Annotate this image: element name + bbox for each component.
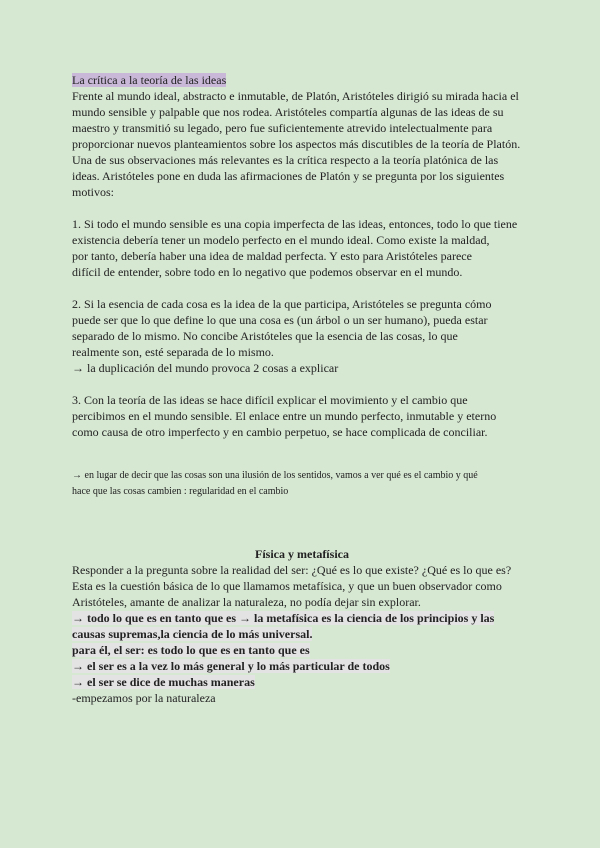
text-line: por tanto, debería haber una idea de maldad perfecta. Y esto para Aristóteles parece: [72, 249, 472, 263]
text-line: proporcionar nuevos planteamientos sobre los aspectos más discutibles de la teoría de Platón.: [72, 137, 521, 151]
key-point-line: → el ser se dice de muchas maneras: [72, 675, 255, 689]
last-line: -empezamos por la naturaleza: [72, 691, 216, 705]
heading: [72, 72, 532, 88]
text-line: Responder a la pregunta sobre la realidad del ser: ¿Qué es lo que existe? ¿Qué es lo que es?: [72, 563, 512, 577]
text-line: separado de lo mismo. No concibe Aristóteles que la esencia de las cosas, lo que: [72, 329, 458, 343]
section-title: Física y metafísica: [255, 547, 349, 561]
section-paragraph: [72, 562, 532, 610]
key-points: [72, 610, 532, 690]
text-line: → en lugar de decir que las cosas son una ilusión de los sentidos, vamos a ver qué es el cambio y qué: [72, 470, 478, 481]
text-line: percibimos en el mundo sensible. El enlace entre un mundo perfecto, inmutable y eterno: [72, 409, 497, 423]
text-line: 2. Si la esencia de cada cosa es la idea de la que participa, Aristóteles se pregunta cómo: [72, 297, 492, 311]
text-line: mundo sensible y palpable que nos rodea. Aristóteles compartía algunas de las ideas de su: [72, 105, 504, 119]
text-line: realmente son, esté separada de lo mismo.: [72, 345, 274, 359]
point-3-paragraph: [72, 392, 532, 440]
intro-paragraph: [72, 88, 532, 200]
text-line: existencia debería tener un modelo perfecto en el mundo ideal. Como existe la maldad,: [72, 233, 490, 247]
key-point-line: para él, el ser: es todo lo que es en tanto que es: [72, 643, 310, 657]
text-line: Frente al mundo ideal, abstracto e inmutable, de Platón, Aristóteles dirigió su mirada hacia el: [72, 89, 519, 103]
heading-text: La crítica a la teoría de las ideas: [72, 73, 227, 87]
text-line: difícil de entender, sobre todo en lo negativo que podemos observar en el mundo.: [72, 265, 463, 279]
key-point-line: → todo lo que es en tanto que es → la metafísica es la ciencia de los principios y las: [72, 611, 495, 625]
text-line: Una de sus observaciones más relevantes es la crítica respecto a la teoría platónica de las: [72, 153, 499, 167]
note-paragraph: [72, 468, 532, 500]
text-line: como causa de otro imperfecto y en cambio perpetuo, se hace complicada de conciliar.: [72, 425, 488, 439]
text-line: puede ser que lo que define lo que una cosa es (un árbol o un ser humano), pueda estar: [72, 313, 488, 327]
key-point-line: causas supremas,la ciencia de lo más universal.: [72, 627, 313, 641]
point-1-paragraph: [72, 216, 532, 280]
text-line: hace que las cosas cambien : regularidad en el cambio: [72, 486, 289, 497]
text-line: → la duplicación del mundo provoca 2 cosas a explicar: [72, 361, 339, 375]
key-point-line: → el ser es a la vez lo más general y lo más particular de todos: [72, 659, 390, 673]
point-2-paragraph: [72, 296, 532, 376]
text-line: maestro y transmitió su legado, pero fue suficientemente atrevido intelectualmente para: [72, 121, 493, 135]
text-line: Esta es la cuestión básica de lo que llamamos metafísica, y que un buen observador como: [72, 579, 502, 593]
text-line: 1. Si todo el mundo sensible es una copia imperfecta de las ideas, entonces, todo lo que tiene: [72, 217, 518, 231]
text-line: ideas. Aristóteles pone en duda las afirmaciones de Platón y se pregunta por los siguientes: [72, 169, 505, 183]
text-line: 3. Con la teoría de las ideas se hace difícil explicar el movimiento y el cambio que: [72, 393, 468, 407]
text-line: motivos:: [72, 185, 115, 199]
text-line: Aristóteles, amante de analizar la naturaleza, no podía dejar sin explorar.: [72, 595, 421, 609]
